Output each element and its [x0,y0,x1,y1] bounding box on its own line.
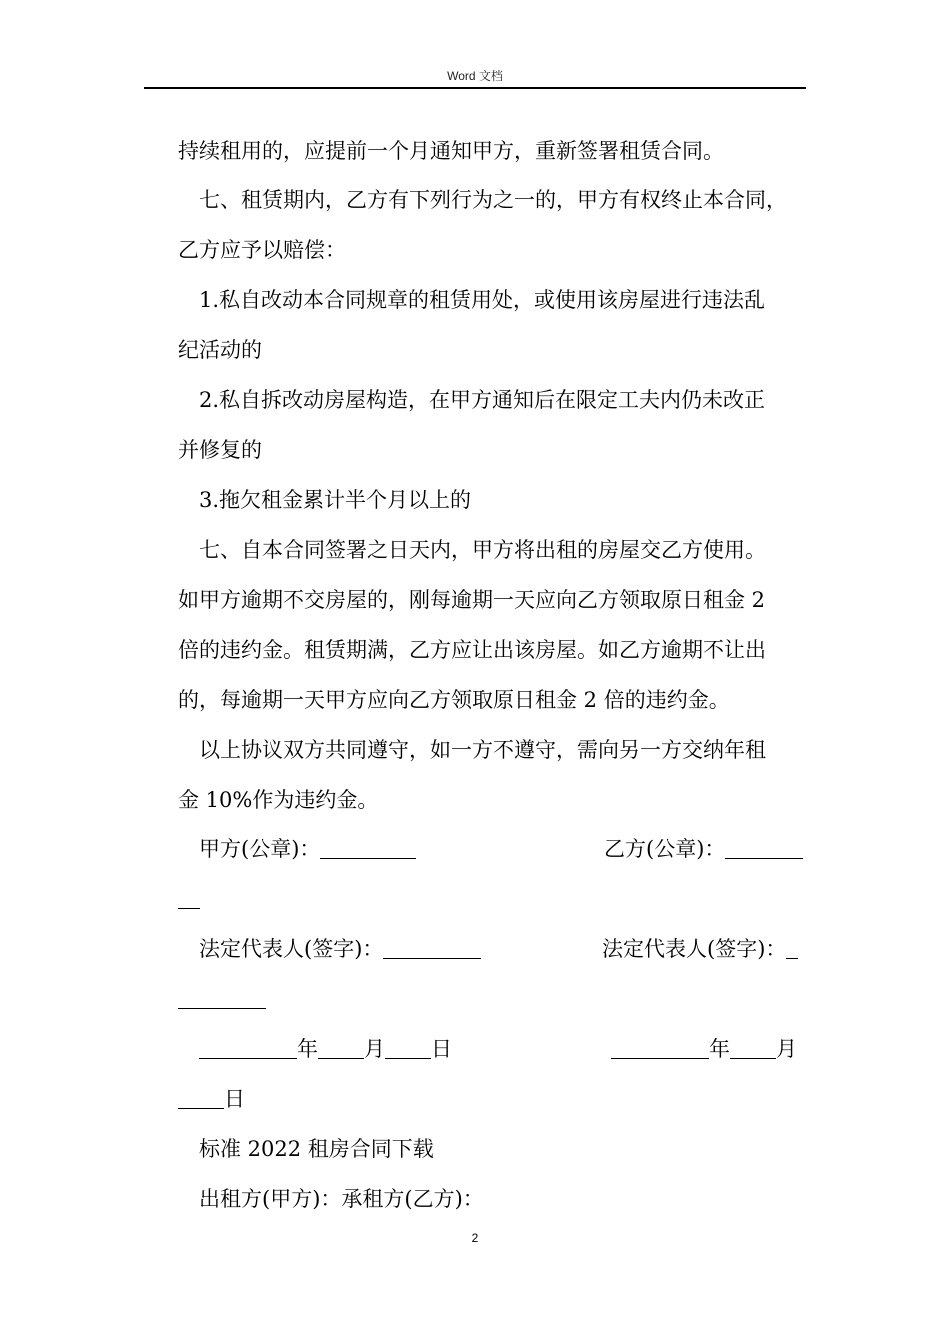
legal-rep-b-blank-cont [178,988,266,1009]
date-a-year-label: 年 [297,1037,318,1061]
body-line: 倍的违约金。租赁期满，乙方应让出该房屋。如乙方逾期不让出 [178,638,766,662]
legal-rep-a [199,934,481,964]
legal-rep-a-blank [383,938,481,959]
body-line: 持续租用的，应提前一个月通知甲方，重新签署租赁合同。 [178,139,724,163]
party-b-seal-label: 乙方(公章)： [604,837,726,861]
date-a [199,1034,452,1064]
body-line: 1.私自改动本合同规章的租赁用处，或使用该房屋进行违法乱 [199,288,766,312]
date-b [611,1034,797,1064]
party-a-seal [199,834,416,864]
party-a-seal-blank [320,838,416,859]
legal-rep-b-blank [786,938,798,959]
date-b-month-label: 月 [776,1037,797,1061]
date-a-day-label: 日 [431,1037,452,1061]
date-b-day-blank [178,1088,224,1109]
body-line: 纪活动的 [178,338,262,362]
party-b-seal-blank-cont [178,888,200,909]
body-line: 七、自本合同签署之日天内，甲方将出租的房屋交乙方使用。 [199,538,766,562]
date-b-day [178,1084,245,1114]
body-line: 如甲方逾期不交房屋的，刚每逾期一天应向乙方领取原日租金 2 [178,588,766,612]
body-line: 金 10%作为违约金。 [178,788,379,812]
body-line: 七、租赁期内，乙方有下列行为之一的，甲方有权终止本合同， [199,188,787,212]
date-b-year-label: 年 [709,1037,730,1061]
body-line: 以上协议双方共同遵守，如一方不遵守，需向另一方交纳年租 [199,738,766,762]
date-a-month-label: 月 [364,1037,385,1061]
body-line: 并修复的 [178,438,262,462]
date-b-year-blank [611,1038,709,1059]
body-line: 3.拖欠租金累计半个月以上的 [199,488,472,512]
body-line: 的，每逾期一天甲方应向乙方领取原日租金 2 倍的违约金。 [178,688,730,712]
party-b-seal-blank-wrap [178,884,200,914]
legal-rep-b-label: 法定代表人(签字)： [602,937,787,961]
legal-rep-a-label: 法定代表人(签字)： [199,937,384,961]
page-header: Word 文档 [447,69,503,83]
party-b-seal [604,834,803,864]
party-a-seal-label: 甲方(公章)： [199,837,321,861]
next-section-parties: 出租方(甲方)：承租方(乙方)： [199,1187,484,1211]
date-b-month-blank [730,1038,776,1059]
legal-rep-b [602,934,798,964]
next-section-title: 标准 2022 租房合同下载 [199,1137,434,1161]
party-b-seal-blank [725,838,803,859]
date-a-day-blank [385,1038,431,1059]
body-line: 2.私自拆改动房屋构造，在甲方通知后在限定工夫内仍未改正 [199,388,766,412]
date-b-day-label: 日 [224,1087,245,1111]
body-line: 乙方应予以赔偿： [178,238,346,262]
header-rule [144,87,806,89]
page-number: 2 [471,1231,479,1245]
legal-rep-b-blank-wrap [178,984,266,1014]
date-a-month-blank [318,1038,364,1059]
date-a-year-blank [199,1038,297,1059]
